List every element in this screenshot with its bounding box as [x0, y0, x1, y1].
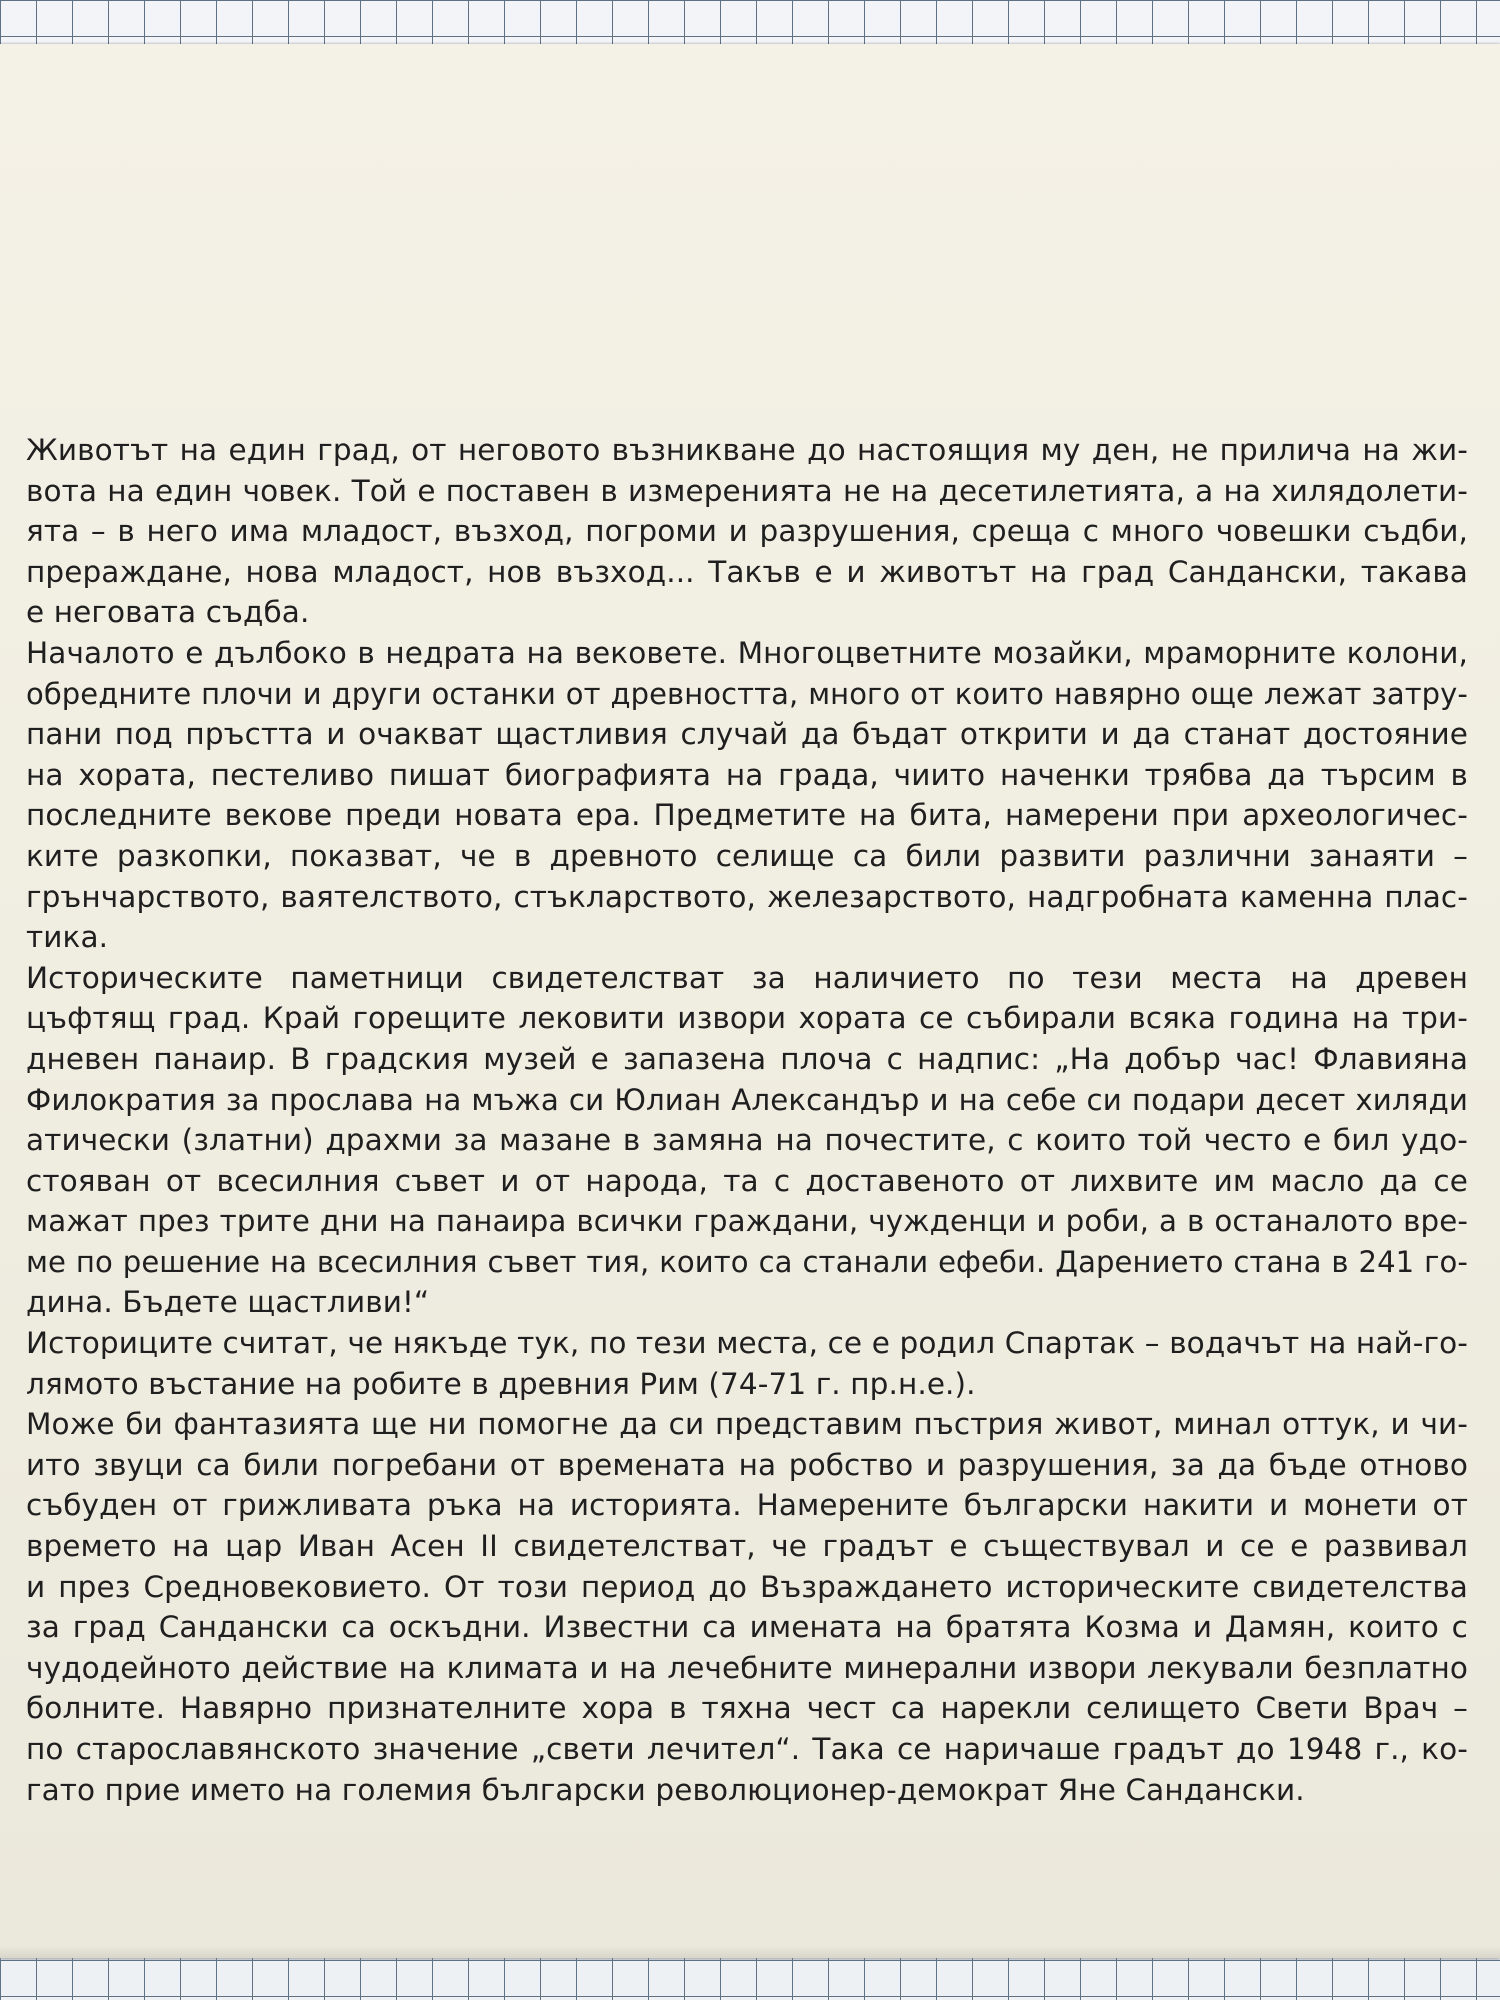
- text-line: Филократия за прослава на мъжа си Юлиан Александър и на себе си подари десет хиляди: [26, 1082, 1468, 1117]
- text-line: мажат през трите дни на панаира всички граждани, чужденци и роби, а в останалото вре-: [26, 1204, 1468, 1239]
- text-line: тика.: [26, 920, 109, 955]
- paragraph-3: [26, 958, 1468, 1323]
- text-line: прераждане, нова младост, нов възход... Такъв е и животът на град Сандански, такава: [26, 554, 1468, 589]
- text-line: за град Сандански са оскъдни. Известни са имената на братята Козма и Дамян, които с: [26, 1610, 1468, 1645]
- text-line: цъфтящ град. Край горещите лековити извори хората се събирали всяка година на три-: [26, 1001, 1468, 1036]
- graph-paper-background-top: [0, 0, 1500, 44]
- text-line: Животът на един град, от неговото възникване до настоящия му ден, не прилича на жи-: [26, 433, 1468, 467]
- text-line: ито звуци са били погребани от времената на робство и разрушения, за да бъде отново: [26, 1447, 1468, 1482]
- text-line: ките разкопки, показват, че в древното селище са били развити различни занаяти –: [26, 838, 1468, 873]
- paragraph-4: [26, 1323, 1468, 1404]
- text-line: ме по решение на всесилния съвет тия, които са станали ефеби. Дарението стана в 241 го-: [26, 1244, 1468, 1279]
- text-line: лямото въстание на робите в древния Рим (74-71 г. пр.н.е.).: [26, 1366, 976, 1401]
- text-line: времето на цар Иван Асен II свидетелстват, че градът е съществувал и се е развивал: [26, 1529, 1468, 1564]
- text-line: вота на един човек. Той е поставен в измеренията не на десетилетията, а на хилядолети-: [26, 473, 1468, 508]
- text-line: последните векове преди новата ера. Предметите на бита, намерени при археологичес-: [26, 798, 1468, 833]
- text-line: е неговата съдба.: [26, 595, 310, 630]
- text-line: гато прие името на големия български революционер-демократ Яне Сандански.: [26, 1772, 1305, 1807]
- text-line: атически (златни) драхми за мазане в замяна на почестите, с които той често е бил удо-: [26, 1123, 1468, 1158]
- text-line: дина. Бъдете щастливи!“: [26, 1285, 430, 1320]
- text-line: обредните плочи и други останки от древността, много от които навярно още лежат затру-: [26, 676, 1468, 711]
- text-line: дневен панаир. В градския музей е запазена плоча с надпис: „На добър час! Флавияна: [26, 1041, 1468, 1076]
- text-line: по старославянското значение „свети лечител“. Така се наричаше градът до 1948 г., ко-: [26, 1732, 1468, 1766]
- text-line: болните. Навярно признателните хора в тяхна чест са нарекли селището Свети Врач –: [26, 1691, 1468, 1726]
- article-body: [26, 430, 1468, 1810]
- paragraph-5: [26, 1404, 1468, 1810]
- text-line: чудодейното действие на климата и на лечебните минерални извори лекували безплатно: [26, 1650, 1468, 1685]
- document-page: [0, 44, 1500, 1958]
- text-line: ята – в него има младост, възход, погроми и разрушения, среща с много човешки съдби,: [26, 514, 1468, 549]
- graph-paper-background-bottom: [0, 1960, 1500, 2000]
- text-line: на хората, пестеливо пишат биографията на града, чиито наченки трябва да търсим в: [26, 757, 1468, 792]
- text-line: стояван от всесилния съвет и от народа, та с доставеното от лихвите им масло да се: [26, 1163, 1468, 1198]
- text-line: Историците считат, че някъде тук, по тези места, се е родил Спартак – водачът на най-го-: [26, 1326, 1468, 1361]
- text-line: събуден от грижливата ръка на историята. Намерените български накити и монети от: [26, 1488, 1468, 1523]
- text-line: Историческите паметници свидетелстват за наличието по тези места на древен: [26, 960, 1468, 995]
- text-line: Началото е дълбоко в недрата на вековете. Многоцветните мозайки, мраморните колони,: [26, 635, 1468, 670]
- text-line: грънчарството, ваятелството, стъкларството, железарството, надгробната каменна плас-: [26, 879, 1468, 914]
- text-line: пани под пръстта и очакват щастливия случай да бъдат открити и да станат достояние: [26, 717, 1468, 752]
- paragraph-2: [26, 633, 1468, 958]
- paragraph-1: [26, 430, 1468, 633]
- text-line: Може би фантазията ще ни помогне да си представим пъстрия живот, минал оттук, и чи-: [26, 1407, 1468, 1442]
- text-line: и през Средновековието. От този период до Възраждането историческите свидетелства: [26, 1569, 1468, 1604]
